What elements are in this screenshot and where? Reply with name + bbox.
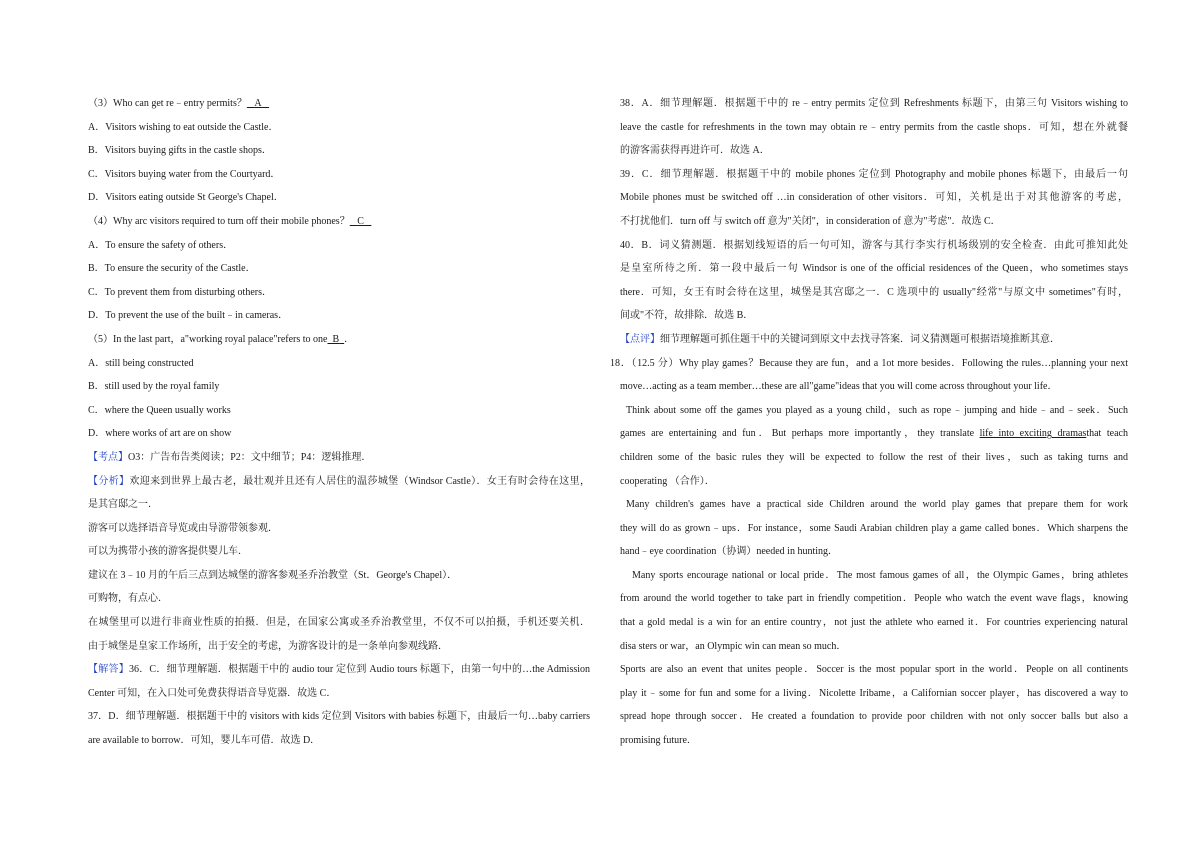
dianping-tag: 【点评】	[620, 333, 660, 345]
analysis-line: 可以为携带小孩的游客提供婴儿车．	[88, 546, 248, 558]
paragraph-4-line: promising future．	[620, 735, 697, 747]
analysis-line: 由于城堡是皇家工作场所，出于安全的考虑，为游客设计的是一条单向参观线路．	[88, 640, 448, 652]
answer-38-continued: leave the castle for refreshments in the town may obtain re﹣entry permits from the castle shops．可知，想在外就餐	[620, 121, 1128, 133]
answer-39: 39．C．细节理解题．根据题干中的 mobile phones 定位到 Photography and mobile phones 标题下，由最后一句	[620, 168, 1128, 180]
option: A．To ensure the safety of others．	[88, 239, 234, 251]
option: D．To prevent the use of the built﹣in cameras．	[88, 310, 289, 322]
paragraph-4: Sports are also an event that unites people．Soccer is the most popular sport in the world．People on all continents	[620, 664, 1128, 676]
paragraph-1-line: children some of the basic rules they will be expected to follow the rest of their lives，such as taking turns and	[620, 451, 1128, 463]
answer-38: 38．A．细节理解题．根据题干中的 re﹣entry permits 定位到 Refreshments 标题下，由第三句 Visitors wishing to	[620, 98, 1128, 109]
option: C．Visitors buying water from the Courtyard．	[88, 168, 281, 180]
answer-40-continued: there．可知，女王有时会待在这里，城堡是其宫邸之一．C 选项中的 usually"经常"与原文中 sometimes"有时，	[620, 286, 1128, 298]
jieda-continued: Center 可知，在入口处可免费获得语音导览器．故选 C．	[88, 687, 337, 699]
option: B．To ensure the security of the Castle．	[88, 263, 256, 275]
paragraph-4-line: play it﹣some for fun and some for a living．Nicolette Iribame，a Californian soccer player，has discovered a way to	[620, 687, 1128, 699]
question-18-continued: move…acting as a team member…these are all"game"ideas that you will come across throughout your life．	[620, 381, 1058, 393]
fenxi-tag: 【分析】	[88, 475, 130, 487]
answer-38-continued: 的游客需获得再进许可．故选 A．	[620, 145, 770, 157]
jieda-section: 【解答】36．C．细节理解题．根据题干中的 audio tour 定位到 Audio tours 标题下，由第一句中的…the Admission	[88, 664, 590, 676]
question-4: （4）Why arc visitors required to turn off their mobile phones？ C	[88, 210, 590, 234]
analysis-line: 在城堡里可以进行非商业性质的拍摄．但是，在国家公寓或圣乔治教堂里，不仅不可以拍摄，手机还要关机．	[88, 617, 590, 629]
right-column	[610, 92, 1128, 753]
paragraph-2-line: they will do as grown﹣ups．For instance，some Saudi Arabian children play a game called bones．Which sharpens the	[620, 522, 1128, 534]
answer-40-continued: 是皇室所待之所．第一段中最后一句 Windsor is one of the official residences of the Queen，who sometimes stays	[620, 263, 1128, 275]
underlined-phrase: life into exciting dramas	[979, 428, 1087, 440]
paragraph-1-line: games are entertaining and fun．But perhaps more importantly，they translate life into exciting dramasthat teach	[620, 428, 1128, 440]
analysis-line: 建议在 3﹣10 月的午后三点到达城堡的游客参观圣乔治教堂（St．George's Chapel）．	[88, 569, 458, 581]
answer-40-continued: 间或"不符，故排除．故选 B．	[620, 310, 754, 322]
paragraph-4-line: spread hope through soccer．He created a foundation to provide poor children with not only soccer balls but also a	[620, 711, 1128, 723]
option: B．Visitors buying gifts in the castle shops．	[88, 145, 272, 157]
question-3: （3）Who can get re﹣entry permits？ A	[88, 92, 590, 116]
fenxi-continued: 是其宫邸之一．	[88, 499, 158, 511]
option: C．To prevent them from disturbing others．	[88, 286, 272, 298]
analysis-line: 可购物，有点心．	[88, 593, 168, 605]
paragraph-3-line: from around the world together to take part in friendly competition．People who watch the event wave flags，knowing	[620, 593, 1128, 605]
answer-40: 40．B．词义猜测题．根据划线短语的后一句可知，游客与其行李实行机场级别的安全检查．由此可推知此处	[620, 239, 1128, 251]
kaodian-tag: 【考点】	[88, 451, 128, 463]
option: C．where the Queen usually works	[88, 404, 231, 416]
dianping-section: 【点评】细节理解题可抓住题干中的关键词到原文中去找寻答案．词义猜测题可根据语境推断其意．	[620, 333, 1060, 345]
paragraph-2-line: hand﹣eye coordination（协调）needed in hunting．	[620, 546, 839, 558]
paragraph-1: Think about some off the games you played as a young child，such as rope﹣jumping and hide﹣and﹣seek．Such	[626, 404, 1128, 416]
answer-37: 37．D．细节理解题．根据题干中的 visitors with kids 定位到 Visitors with babies 标题下，由最后一句…baby carriers	[88, 711, 590, 723]
answer-blank: C	[357, 215, 364, 227]
left-column	[88, 92, 590, 753]
jieda-tag: 【解答】	[88, 664, 129, 676]
paragraph-3-line: that a gold medal is a win for an entire country，not just the athlete who earned it．For countries experiencing natural	[620, 617, 1128, 629]
paragraph-3: Many sports encourage national or local pride．The most famous games of all，the Olympic Games，bring athletes	[632, 569, 1128, 581]
paragraph-1-line: cooperating （合作）．	[620, 475, 715, 487]
kaodian-section: 【考点】O3：广告布告类阅读；P2：文中细节；P4：逻辑推理．	[88, 451, 372, 463]
fenxi-section: 【分析】欢迎来到世界上最古老，最壮观并且还有人居住的温莎城堡（Windsor Castle）．女王有时会待在这里，	[88, 475, 590, 487]
answer-39-continued: 不打扰他们．turn off 与 switch off 意为"关闭"，in consideration of 意为"考虑"．故选 C．	[620, 215, 1001, 227]
option: D．Visitors eating outside St George's Chapel．	[88, 192, 284, 204]
answer-blank: B	[332, 333, 340, 345]
option: B．still used by the royal family	[88, 381, 220, 393]
option: D．where works of art are on show	[88, 428, 232, 440]
paragraph-2: Many children's games have a practical side Children around the world play games that prepare them for work	[626, 499, 1128, 511]
question-5: （5）In the last part，a"working royal palace"refers to one B ．	[88, 328, 590, 352]
answer-blank: A	[254, 98, 262, 109]
analysis-line: 游客可以选择语音导览或由导游带领参观．	[88, 522, 278, 534]
option: A．still being constructed	[88, 357, 194, 369]
option: A．Visitors wishing to eat outside the Castle．	[88, 121, 279, 133]
answer-39-continued: Mobile phones must be switched off …in consideration of other visitors．可知，关机是出于对其他游客的考虑，	[620, 192, 1128, 204]
paragraph-3-line: disa sters or war，an Olympic win can mean so much．	[620, 640, 847, 652]
answer-37-continued: are available to borrow．可知，婴儿车可借．故选 D．	[88, 735, 321, 747]
question-18: 18．（12.5 分）Why play games？Because they are fun，and a 1ot more besides．Following the rules…planning your next	[610, 357, 1128, 369]
